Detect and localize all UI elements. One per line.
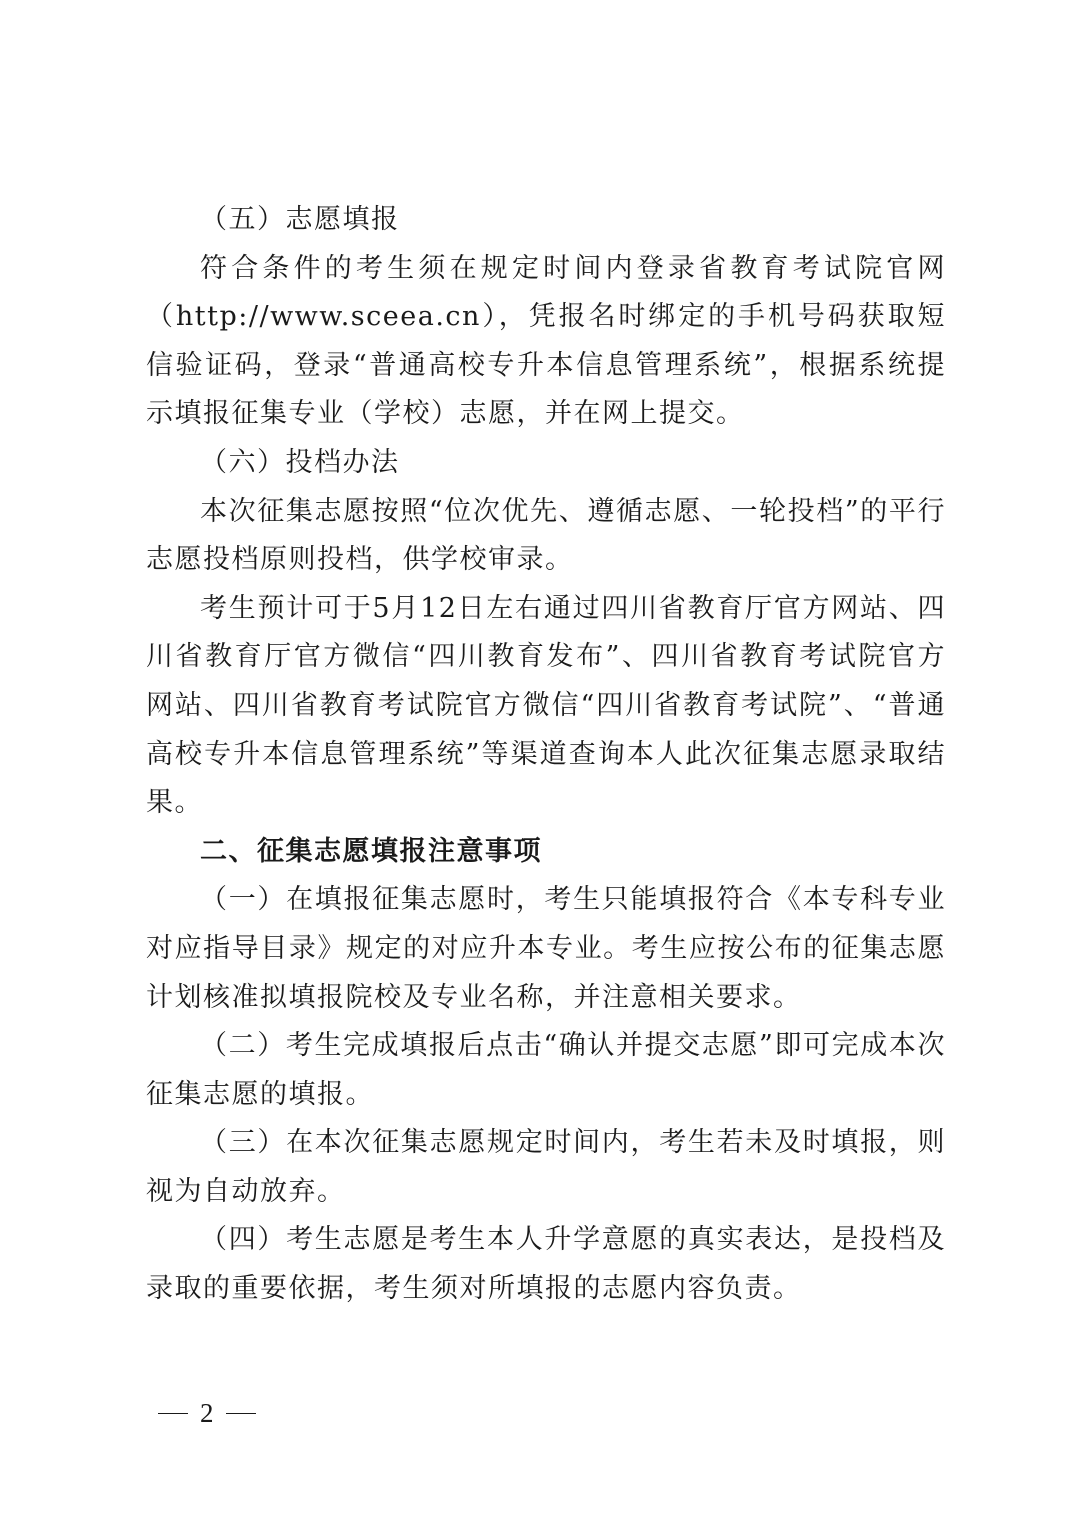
chapter-heading-notes: 二、征集志愿填报注意事项 [200,835,542,867]
paragraph-note-4: （四）考生志愿是考生本人升学意愿的真实表达，是投档及录取的重要依据，考生须对所填报的志愿内容负责。 [146,1224,946,1305]
paragraph-note-2: （二）考生完成填报后点击“确认并提交志愿”即可完成本次征集志愿的填报。 [146,1030,946,1110]
page-footer [146,1393,268,1433]
section-heading-volunteer-filling: （五）志愿填报 [200,204,400,235]
paragraph-note-3: （三）在本次征集志愿规定时间内，考生若未及时填报，则视为自动放弃。 [146,1127,946,1207]
footer-dash-right [226,1413,256,1414]
section-heading-admission-method: （六）投档办法 [200,446,400,478]
paragraph-note-1: （一）在填报征集志愿时，考生只能填报符合《本专科专业对应指导目录》规定的对应升本专业。考生应按公布的征集志愿计划核准拟填报院校及专业名称，并注意相关要求。 [146,884,946,1013]
document-body [146,196,946,1314]
paragraph-admission-principle: 本次征集志愿按照“位次优先、遵循志愿、一轮投档”的平行志愿投档原则投档，供学校审录。 [146,495,946,576]
page-number: 2 [200,1398,214,1428]
paragraph-result-query: 考生预计可于5月12日左右通过四川省教育厅官方网站、四川省教育厅官方微信“四川教育发布”、四川省教育考试院官方网站、四川省教育考试院官方微信“四川省教育考试院”、“普通高校专升本信息管理系统”等渠道查询本人此次征集志愿录取结果。 [146,592,946,819]
footer-dash-left [158,1413,188,1414]
paragraph-filling-instructions: 符合条件的考生须在规定时间内登录省教育考试院官网（http://www.sceea.cn），凭报名时绑定的手机号码获取短信验证码，登录“普通高校专升本信息管理系统”，根据系统提示填报征集专业（学校）志愿，并在网上提交。 [146,252,946,430]
